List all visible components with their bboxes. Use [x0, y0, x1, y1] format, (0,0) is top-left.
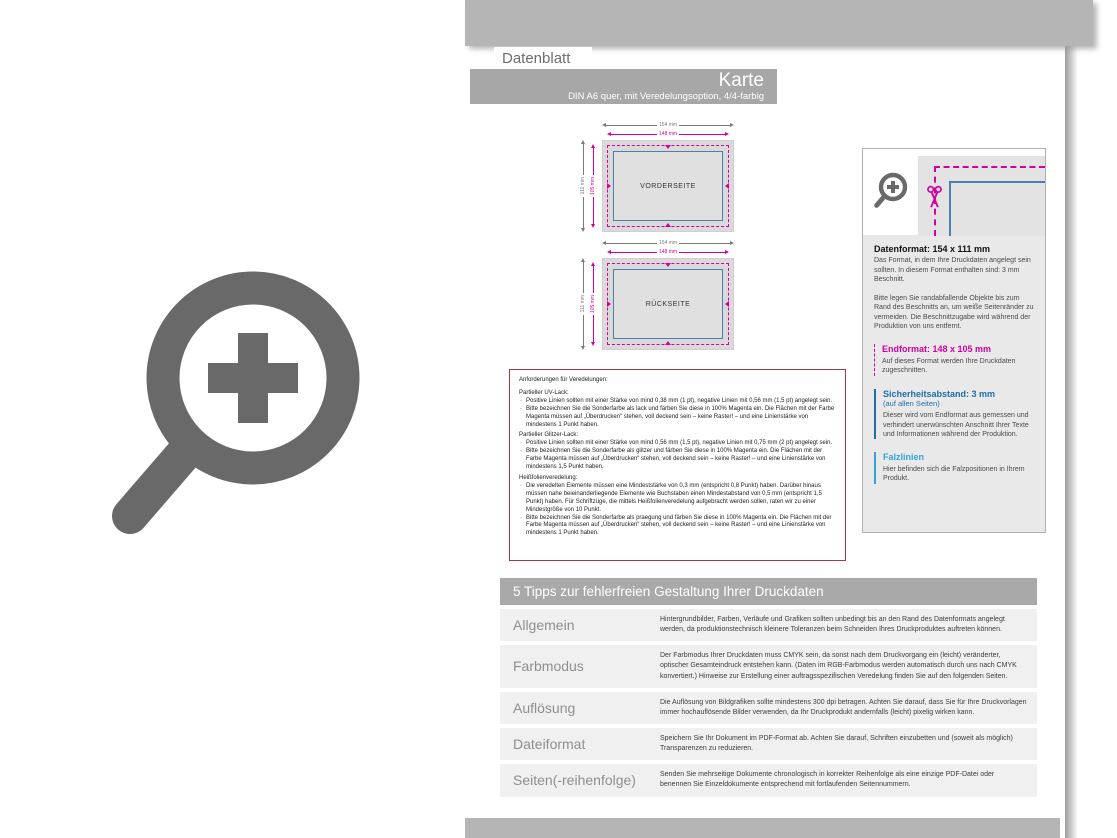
tip-row-allgemein	[500, 609, 1037, 641]
tip-label: Dateiformat	[513, 736, 586, 753]
center-mark-icon	[665, 145, 671, 149]
tip-text: Die Auflösung von Bildgrafiken sollte mindestens 300 dpi betragen. Achten Sie darauf, dass Sie für Ihre Druckvorlagen immer hochauflösende Bilder verwenden, da Ihr Druckprodukt andernfalls (leicht) pixelig wirken kann.	[660, 698, 1027, 716]
dimension-label: 105 mm	[589, 294, 596, 314]
center-mark-icon	[665, 263, 671, 267]
tips-heading-banner	[500, 578, 1037, 605]
product-title: Karte	[718, 69, 764, 91]
dimension-label: 154 mm	[658, 121, 678, 128]
center-mark-icon	[725, 301, 729, 307]
requirement-bullet: · Bitte bezeichnen Sie die Sonderfarbe als praegung und färben Sie diese in 100% Magenta ein. Die Flächen mit der Farbe Magenta müssen auf „Überdrucken“ stehen, voll deckend sein – keine Raster! – und eine Linienstärke von mindestens 1 Punkt haben.	[519, 515, 836, 539]
front-card-diagram	[578, 118, 750, 236]
sicherheitsabstand-body: Dieser wird vom Endformat aus gemessen und verhindert unerwünschten Anschnitt Ihrer Texte und Informationen während der Produktion.	[883, 412, 1029, 438]
safety-line	[949, 181, 1045, 183]
safety-line	[613, 269, 723, 339]
tip-row-farbmodus	[500, 645, 1037, 687]
requirement-bullet: · Bitte bezeichnen Sie die Sonderfarbe als glitzer und färben Sie diese in 100% Magenta ein. Die Flächen mit der Farbe Magenta müssen auf „Überdrucken“ stehen, voll deckend sein – keine Raster! – und eine Linienstärke von mindestens 1,5 Punkt haben.	[519, 448, 836, 472]
tip-row-seitenreihenfolge	[500, 764, 1037, 796]
dimension-label: 111 mm	[579, 295, 586, 313]
datenformat-section	[874, 244, 1034, 331]
tips-section	[500, 578, 1037, 797]
tip-text: Senden Sie mehrseitige Dokumente chronologisch in korrekter Reihenfolge als eine einzige PDF-Datei oder benennen Sie Einzeldokumente entsprechend mit fortlaufenden Seitennummern.	[660, 771, 995, 789]
cut-line	[934, 166, 1045, 168]
zoom-plus-icon	[871, 171, 911, 211]
falzlinien-section	[874, 452, 1034, 483]
requirement-bullet: · Positive Linien sollten mit einer Stärke von mind 0,56 mm (1,5 pt), negative Linien mit 0,75 mm (2 pt) angelegt sein.	[519, 440, 836, 448]
card-side-label: RÜCKSEITE	[645, 300, 691, 308]
requirements-section-heading: Partieller UV-Lack:	[519, 389, 569, 396]
page-top-band	[465, 0, 1093, 46]
tip-label: Farbmodus	[513, 658, 584, 675]
page-footer-band	[465, 818, 1060, 838]
dimension-label: 148 mm	[658, 248, 678, 255]
card-preview-front	[602, 140, 734, 232]
page-right-shadow	[1065, 46, 1078, 838]
sicherheitsabstand-section	[874, 389, 1034, 440]
endformat-heading: Endformat: 148 x 105 mm	[882, 344, 992, 355]
card-preview-back	[602, 258, 734, 350]
sicherheitsabstand-subheading: (auf allen Seiten)	[883, 398, 940, 408]
safety-line	[949, 181, 951, 236]
corner-detail-preview	[863, 149, 1045, 235]
card-side-label: VORDERSEITE	[640, 182, 696, 190]
card-corner-zoom	[918, 156, 1045, 236]
veredelung-requirements-box	[509, 369, 846, 561]
dimension-height-inner	[590, 262, 596, 346]
center-mark-icon	[725, 183, 729, 189]
datenblatt-tab	[494, 47, 592, 69]
datenblatt-tab-label: Datenblatt	[502, 49, 571, 67]
tip-text: Der Farbmodus Ihrer Druckdaten muss CMYK sein, da sonst nach dem Druckvorgang ein (leicht) veränderter, optischer Gesamteindruck entstehen kann. (Daten im RGB-Farbmodus werden automatisch durch uns nach CMYK konvertiert.) Hinweise zur Erstellung einer auftragsspezifischen Veredelung finden Sie auf den folgenden Seiten.	[660, 652, 1017, 680]
format-info-panel	[862, 148, 1046, 533]
requirement-bullet: · Bitte bezeichnen Sie die Sonderfarbe als lack und färben Sie diese in 100% Magenta ein. Die Flächen mit der Farbe Magenta müssen auf „Überdrucken“ stehen, voll deckend sein – keine Raster! – und eine Linienstärke von mindestens 1 Punkt haben.	[519, 406, 836, 430]
datenformat-heading: Datenformat: 154 x 111 mm	[874, 244, 991, 254]
product-subtitle: DIN A6 quer, mit Veredelungsoption, 4/4-farbig	[568, 90, 764, 102]
requirements-title: Anforderungen für Veredelungen:	[519, 377, 608, 383]
tip-text: Speichern Sie Ihr Dokument im PDF-Format ab. Achten Sie darauf, Schriften einzubetten und (soweit als möglich) Transparenzen zu reduzieren.	[660, 734, 1013, 753]
tip-text: Hintergrundbilder, Farben, Verläufe und Grafiken sollten unbedingt bis an den Rand des Datenformats angelegt werden, da produktionstechnisch kleinere Toleranzen beim Schneiden Ihres Druckproduktes auftreten können.	[660, 616, 1005, 634]
requirements-section-heading: Heißfolienveredelung:	[519, 474, 578, 481]
tip-row-dateiformat	[500, 728, 1037, 760]
requirement-bullet: · Die veredelten Elemente müssen eine Mindeststärke von 0,3 mm (entspricht 0,8 Punkt) haben. Darüber hinaus müssen nahe beieinanderliegende Elemente wie Buchstaben einen Mindestabstand von 0,5 mm (entspricht 1,5 Punkt) haben. Für Schriftzüge, die mittels Heißfolienveredelung aufgebracht werden sollen, raten wir zu einer Mindestgröße von 10 Punkt.	[519, 483, 836, 515]
center-mark-icon	[665, 341, 671, 345]
falzlinien-heading: Falzlinien	[883, 452, 925, 463]
product-banner	[470, 69, 777, 104]
dimension-height-inner	[590, 144, 596, 228]
endformat-section	[874, 344, 1034, 375]
scissors-icon	[926, 183, 943, 211]
center-mark-icon	[665, 223, 671, 227]
tips-heading: 5 Tipps zur fehlerfreien Gestaltung Ihrer Druckdaten	[513, 584, 824, 599]
tip-label: Allgemein	[513, 617, 575, 634]
dimension-width-outer	[602, 240, 734, 246]
dimension-label: 154 mm	[658, 239, 678, 246]
format-descriptions	[863, 235, 1045, 532]
tip-label: Auflösung	[513, 699, 576, 716]
datenformat-body: Bitte legen Sie randabfallende Objekte bis zum Rand des Beschnitts an, um weiße Seitenränder zu vermeiden. Die Beschnittzugabe wird während der Produktion von uns entfernt.	[874, 294, 1034, 330]
dimension-height-outer	[580, 258, 586, 350]
falzlinien-body: Hier befinden sich die Falzpositionen in Ihrem Produkt.	[883, 465, 1025, 483]
requirements-section-heading: Partieller Glitzer-Lack:	[519, 432, 579, 439]
sicherheitsabstand-heading: Sicherheitsabstand: 3 mm	[883, 388, 996, 399]
tip-label: Seiten(-reihenfolge)	[513, 772, 636, 789]
tip-row-aufloesung	[500, 692, 1037, 724]
safety-line	[613, 151, 723, 221]
requirement-bullet: · Positive Linien sollten mit einer Stärke von mind 0,38 mm (1 pt), negative Linien mit 0,56 mm (1,5 pt) angelegt sein.	[519, 398, 836, 406]
zoom-plus-icon	[88, 258, 388, 558]
back-card-diagram	[578, 236, 750, 354]
endformat-body: Auf dieses Format werden Ihre Druckdaten zugeschnitten.	[882, 357, 1016, 375]
dimension-width-outer	[602, 122, 734, 128]
dimension-height-outer	[580, 140, 586, 232]
dimension-width-inner	[607, 249, 729, 255]
center-mark-icon	[607, 301, 611, 307]
datenformat-body: Das Format, in dem Ihre Druckdaten angelegt sein sollten. In diesem Format enthalten sind: 3 mm Beschnitt.	[874, 257, 1031, 284]
dimension-label: 148 mm	[658, 130, 678, 137]
dimension-width-inner	[607, 131, 729, 137]
center-mark-icon	[607, 183, 611, 189]
dimension-label: 105 mm	[589, 176, 596, 196]
dimension-label: 111 mm	[579, 177, 586, 195]
